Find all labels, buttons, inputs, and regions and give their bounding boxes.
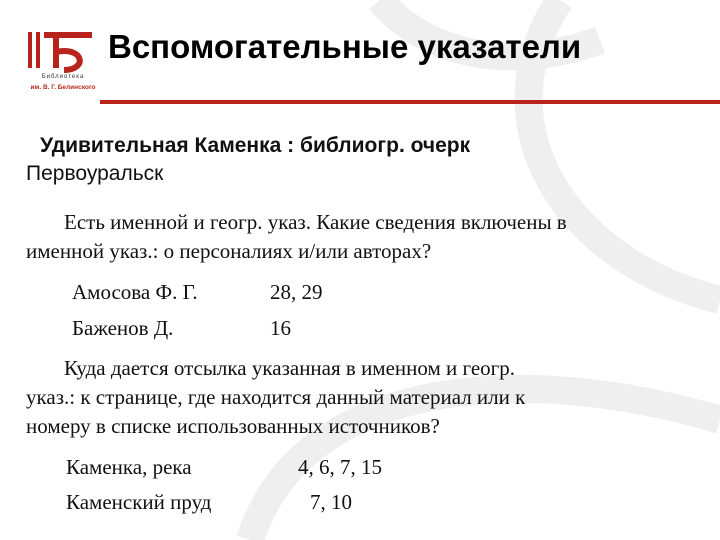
book-place: Первоуральск [26,162,164,185]
book-citation [26,132,716,188]
book-title: Удивительная Каменка : библиогр. очерк [40,134,471,157]
question-reference [26,354,706,441]
question-line: номеру в списке использованных источников? [26,414,440,438]
question-line: Есть именной и геогр. указ. Какие сведения включены в [64,210,567,234]
question-line: указ.: к странице, где находится данный материал или к [26,385,526,409]
name-index-entry-name: Баженов Д. [72,316,174,340]
geo-index-entry-name: Каменский пруд [66,490,212,514]
logo-caption-name: им. В. Г. Белинского [30,84,96,91]
title-divider [100,100,720,104]
geo-index-entry-name: Каменка, река [66,455,192,479]
name-index-entry-name: Амосова Ф. Г. [72,280,198,304]
question-name-index [26,208,706,266]
geo-index-entry-pages: 4, 6, 7, 15 [298,455,382,479]
question-line: именной указ.: о персоналиях и/или авторах? [26,239,432,263]
page-title: Вспомогательные указатели [108,28,582,65]
logo-caption-library: Библиотека [41,74,85,80]
name-index-entry-pages: 28, 29 [270,280,323,304]
question-line: Куда дается отсылка указанная в именном и геогр. [64,356,516,380]
name-index-entry-pages: 16 [270,316,291,340]
geo-index-entry-pages: 7, 10 [310,490,352,514]
